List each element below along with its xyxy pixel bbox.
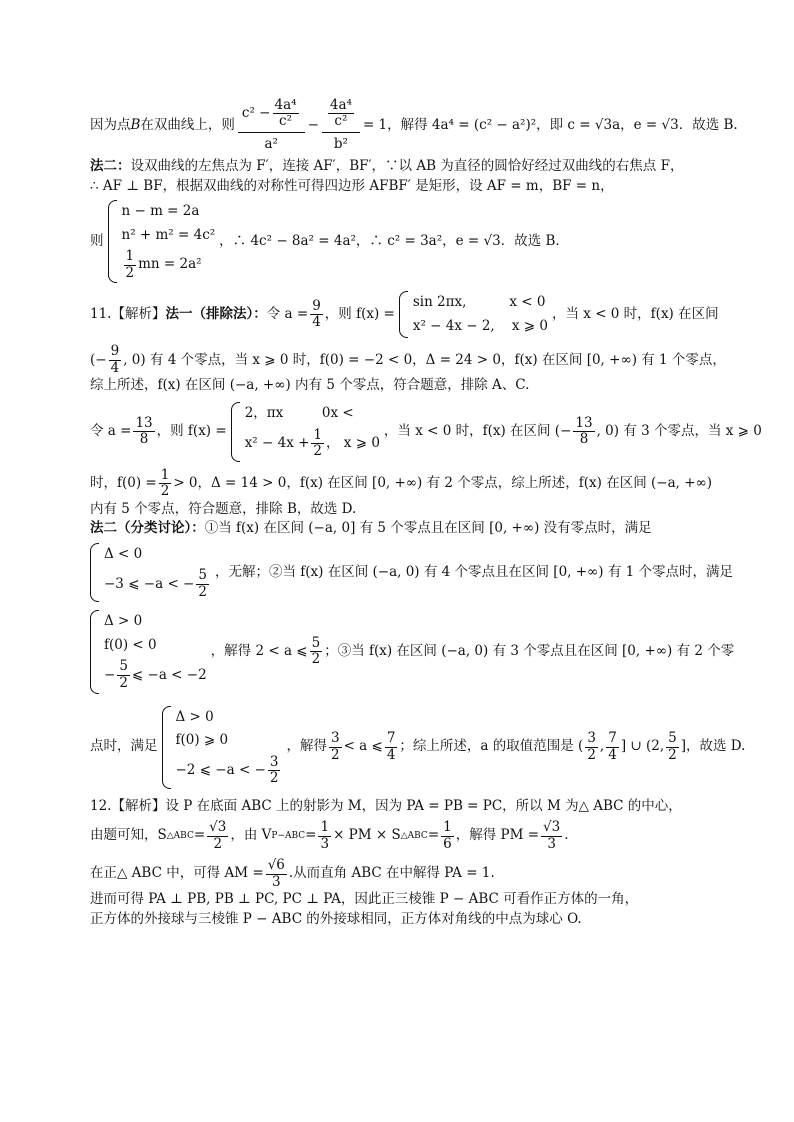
numerator: 5	[311, 634, 321, 651]
text: 时，f(0) =	[90, 474, 157, 491]
denominator: 2	[269, 770, 279, 787]
fraction	[328, 98, 354, 130]
numerator: 3	[587, 730, 596, 747]
text: ，解得	[286, 738, 327, 755]
text: 点时，满足	[90, 738, 158, 755]
method-two-line	[90, 157, 710, 177]
denominator: 8	[139, 431, 149, 448]
text: =	[427, 827, 440, 844]
numerator: √3	[209, 819, 227, 836]
text: −3 ⩽ −a < −	[104, 575, 195, 592]
condition-system	[90, 610, 207, 693]
text: 因为点	[90, 117, 131, 134]
numerator: 1	[160, 466, 170, 483]
text-line	[90, 402, 762, 462]
text: ，由 V	[230, 827, 272, 844]
text: = 1，解得 4a⁴ = (c² − a²)²，即 c = √3a，e = √3．故选 B.	[362, 117, 738, 134]
system-row: Δ > 0	[175, 708, 214, 725]
numerator: 7	[386, 730, 396, 747]
fraction	[159, 468, 172, 500]
method-label: 法一（排除法）：	[165, 306, 267, 323]
piecewise-function	[231, 402, 380, 462]
text: ,	[599, 738, 605, 755]
minus: −	[307, 117, 319, 134]
method-label: 法二（分类讨论）：	[90, 520, 205, 537]
denominator: 4	[386, 746, 396, 763]
condition-line	[90, 610, 735, 693]
text: .从而直角 ABC 在中解得 PA = 1.	[288, 865, 495, 882]
denominator: 8	[579, 431, 589, 448]
text: ⩽ −a < −2	[131, 666, 207, 683]
piece-row: x² − 4x − 2, x ⩾ 0	[412, 317, 548, 334]
method-label: 法二：	[90, 158, 131, 174]
subscript: △ABC	[166, 830, 194, 841]
hyperbola-equation-line	[90, 95, 738, 157]
fraction	[666, 731, 679, 763]
fraction	[207, 820, 228, 852]
piecewise-function	[399, 291, 548, 338]
text: ，则 f(x) =	[324, 306, 395, 323]
fraction	[124, 249, 137, 281]
denominator: 2	[125, 264, 135, 281]
denominator: b²	[333, 135, 348, 152]
problem-label: 12.【解析】	[90, 797, 166, 814]
text-line	[90, 376, 710, 396]
fraction	[273, 98, 299, 130]
denominator: 2	[213, 835, 223, 852]
text: ，则 f(x) =	[156, 423, 227, 440]
subscript: P−ABC	[271, 830, 306, 841]
text: 内有 5 个零点，符合题意，排除 B，故选 D.	[90, 500, 357, 517]
text: 令 a =	[266, 306, 309, 323]
subscript: △ABC	[400, 830, 428, 841]
text-line	[90, 466, 713, 500]
text: × PM × S	[333, 827, 401, 844]
system-row: Δ > 0	[104, 613, 143, 630]
numerator: 13	[575, 414, 593, 431]
text-line	[90, 820, 710, 852]
piece-row: sin 2πx, x < 0	[412, 294, 546, 311]
fraction	[310, 299, 323, 331]
system-row: n² + m² = 4c²	[121, 226, 216, 243]
text: ①当 f(x) 在区间 (−a, 0] 有 5 个零点且在区间 [0, +∞) 没有零点时，满足	[204, 520, 652, 537]
condition-line	[90, 706, 746, 789]
system-row	[122, 247, 216, 283]
text: 综上所述，f(x) 在区间 (−a, +∞) 内有 5 个零点，符合题意，排除 A、C.	[90, 377, 530, 394]
numerator: 5	[668, 730, 677, 747]
numerator: 3	[330, 730, 340, 747]
denominator: 2	[587, 746, 596, 763]
denominator: 3	[271, 873, 281, 890]
text: ，当 x < 0 时，f(x) 在区间	[552, 306, 719, 323]
denominator: 4	[608, 746, 617, 763]
denominator: c²	[279, 113, 293, 130]
text: , 0) 有 4 个零点，当 x ⩾ 0 时，f(0) = −2 < 0，Δ = 24 > 0，f(x) 在区间 [0, +∞) 有 1 个零点，	[123, 351, 726, 368]
text-line	[90, 519, 710, 539]
denominator: 2	[160, 483, 170, 500]
fraction	[117, 659, 130, 691]
fraction	[266, 858, 287, 890]
numerator: 1	[443, 819, 452, 836]
fraction	[585, 731, 598, 763]
fraction	[606, 731, 619, 763]
text: ∴ AF ⊥ BF，根据双曲线的对称性可得四边形 AFBF′ 是矩形，设 AF = m，BF = n，	[90, 177, 614, 194]
text: ；综上所述，a 的取值范围是 (	[399, 738, 584, 755]
numerator: 5	[198, 567, 207, 584]
condition-system	[90, 543, 211, 603]
system-row	[104, 657, 207, 693]
piece-row	[245, 426, 380, 462]
system-row	[176, 753, 283, 789]
denominator: 2	[330, 746, 340, 763]
fraction	[310, 636, 323, 668]
text: 在正△ ABC 中，可得 AM =	[90, 865, 264, 882]
denominator: 4	[312, 314, 321, 331]
text: ， x ⩾ 0	[326, 434, 380, 451]
text: 正方体的外接球与三棱锥 P − ABC 的外接球相同，正方体对角线的中点为球心 O.	[90, 910, 582, 927]
fraction	[196, 568, 209, 600]
numerator: 1	[125, 248, 135, 265]
denominator: 6	[443, 835, 452, 852]
numerator: 9	[110, 343, 120, 360]
text: ，解得 2 < a ⩽	[210, 643, 308, 660]
numerator: √6	[267, 857, 285, 874]
text: ] ∪ (2,	[620, 738, 665, 755]
brace	[162, 706, 171, 789]
compound-fraction	[238, 98, 305, 155]
text-line	[90, 500, 710, 520]
compound-fraction	[322, 98, 360, 155]
fraction	[385, 731, 398, 763]
text: 在双曲线上，则	[140, 117, 235, 134]
denominator: 2	[119, 674, 128, 691]
problem-11-line	[90, 291, 719, 338]
fraction	[268, 755, 281, 787]
piece-row: 2，πx 0x <	[244, 405, 354, 421]
text-line	[90, 910, 710, 930]
text: < a ⩽	[343, 738, 383, 755]
text-line	[90, 177, 710, 197]
text: , 0) 有 3 个零点，当 x ⩾ 0	[596, 423, 762, 440]
fraction	[329, 731, 342, 763]
numerator: 13	[135, 414, 153, 431]
denominator: c²	[334, 113, 348, 130]
brace	[231, 402, 240, 462]
system-row	[104, 566, 211, 602]
text: =	[305, 827, 317, 844]
text: 设双曲线的左焦点为 F′，连接 AF′，BF′，∵以 AB 为直径的圆恰好经过双曲线的右焦点 F，	[130, 158, 684, 174]
numerator: 9	[312, 297, 321, 314]
system-row: f(0) < 0	[104, 636, 157, 653]
text: −2 ⩽ −a < −	[175, 761, 266, 778]
text: x² − 4x +	[244, 434, 310, 451]
denominator: 3	[547, 835, 556, 852]
text: > 0，Δ = 14 > 0，f(x) 在区间 [0, +∞) 有 2 个零点，综上所述，f(x) 在区间 (−a, +∞)	[173, 474, 713, 491]
text: 由题可知，S	[90, 827, 167, 844]
equation-system	[108, 200, 216, 283]
text: ，当 x < 0 时，f(x) 在区间 (−	[383, 423, 572, 440]
equation-system-line	[90, 200, 710, 283]
text: ，∴ 4c² − 8a² = 4a²，∴ c² = 3a²，e = √3．故选 B．	[219, 232, 569, 249]
text: (−	[90, 351, 107, 368]
system-row: n − m = 2a	[121, 203, 200, 220]
brace	[108, 200, 117, 283]
numerator: 3	[269, 753, 279, 770]
text: 进而可得 PA ⊥ PB, PB ⊥ PC, PC ⊥ PA，因此正三棱锥 P − ABC 可看作正方体的一角，	[90, 891, 639, 908]
brace	[90, 610, 99, 693]
numerator: 1	[313, 426, 323, 443]
brace	[90, 543, 99, 603]
system-row: Δ < 0	[104, 545, 143, 562]
denominator: a²	[264, 135, 278, 152]
brace	[399, 291, 408, 338]
problem-label: 11.【解析】	[90, 306, 166, 323]
condition-line	[90, 543, 734, 603]
text: c² −	[241, 104, 271, 121]
text: 则	[90, 232, 104, 249]
denominator: 2	[668, 746, 677, 763]
text: mn = 2a²	[138, 256, 202, 273]
fraction	[311, 428, 324, 460]
fraction	[541, 820, 562, 852]
text: ]，故选 D.	[680, 738, 746, 755]
denominator: 2	[313, 443, 323, 460]
numerator: 7	[608, 730, 617, 747]
text: 设 P 在底面 ABC 上的射影为 M，因为 PA = PB = PC，所以 M 为△ ABC 的中心，	[165, 797, 682, 814]
solution-document	[90, 95, 762, 929]
point-b: B	[130, 117, 141, 134]
condition-system	[162, 706, 283, 789]
text: ，无解；②当 f(x) 在区间 (−a, 0) 有 4 个零点且在区间 [0, +∞) 有 1 个零点时，满足	[214, 563, 734, 580]
fraction	[109, 344, 122, 376]
text: ，解得 PM =	[455, 827, 540, 844]
fraction	[441, 820, 454, 852]
text: =	[193, 827, 206, 844]
denominator: 3	[320, 835, 330, 852]
numerator: √3	[543, 819, 561, 836]
text: 令 a =	[90, 423, 132, 440]
text: .	[564, 827, 569, 844]
system-row: f(0) ⩾ 0	[175, 732, 229, 749]
numerator: 1	[320, 819, 330, 836]
fraction	[573, 416, 594, 448]
denominator: 2	[311, 651, 321, 668]
text-line	[90, 343, 726, 376]
numerator: 4a⁴	[274, 96, 297, 113]
text-line	[90, 858, 710, 890]
denominator: 4	[110, 359, 120, 376]
numerator: 4a⁴	[329, 96, 352, 113]
text: −	[104, 666, 116, 683]
text: ；③当 f(x) 在区间 (−a, 0) 有 3 个零点且在区间 [0, +∞) 有 2 个零	[324, 643, 735, 660]
denominator: 2	[198, 583, 207, 600]
problem-12-line	[90, 797, 710, 817]
fraction	[318, 820, 331, 852]
numerator: 5	[119, 658, 128, 675]
text-line	[90, 890, 710, 910]
fraction	[133, 416, 154, 448]
